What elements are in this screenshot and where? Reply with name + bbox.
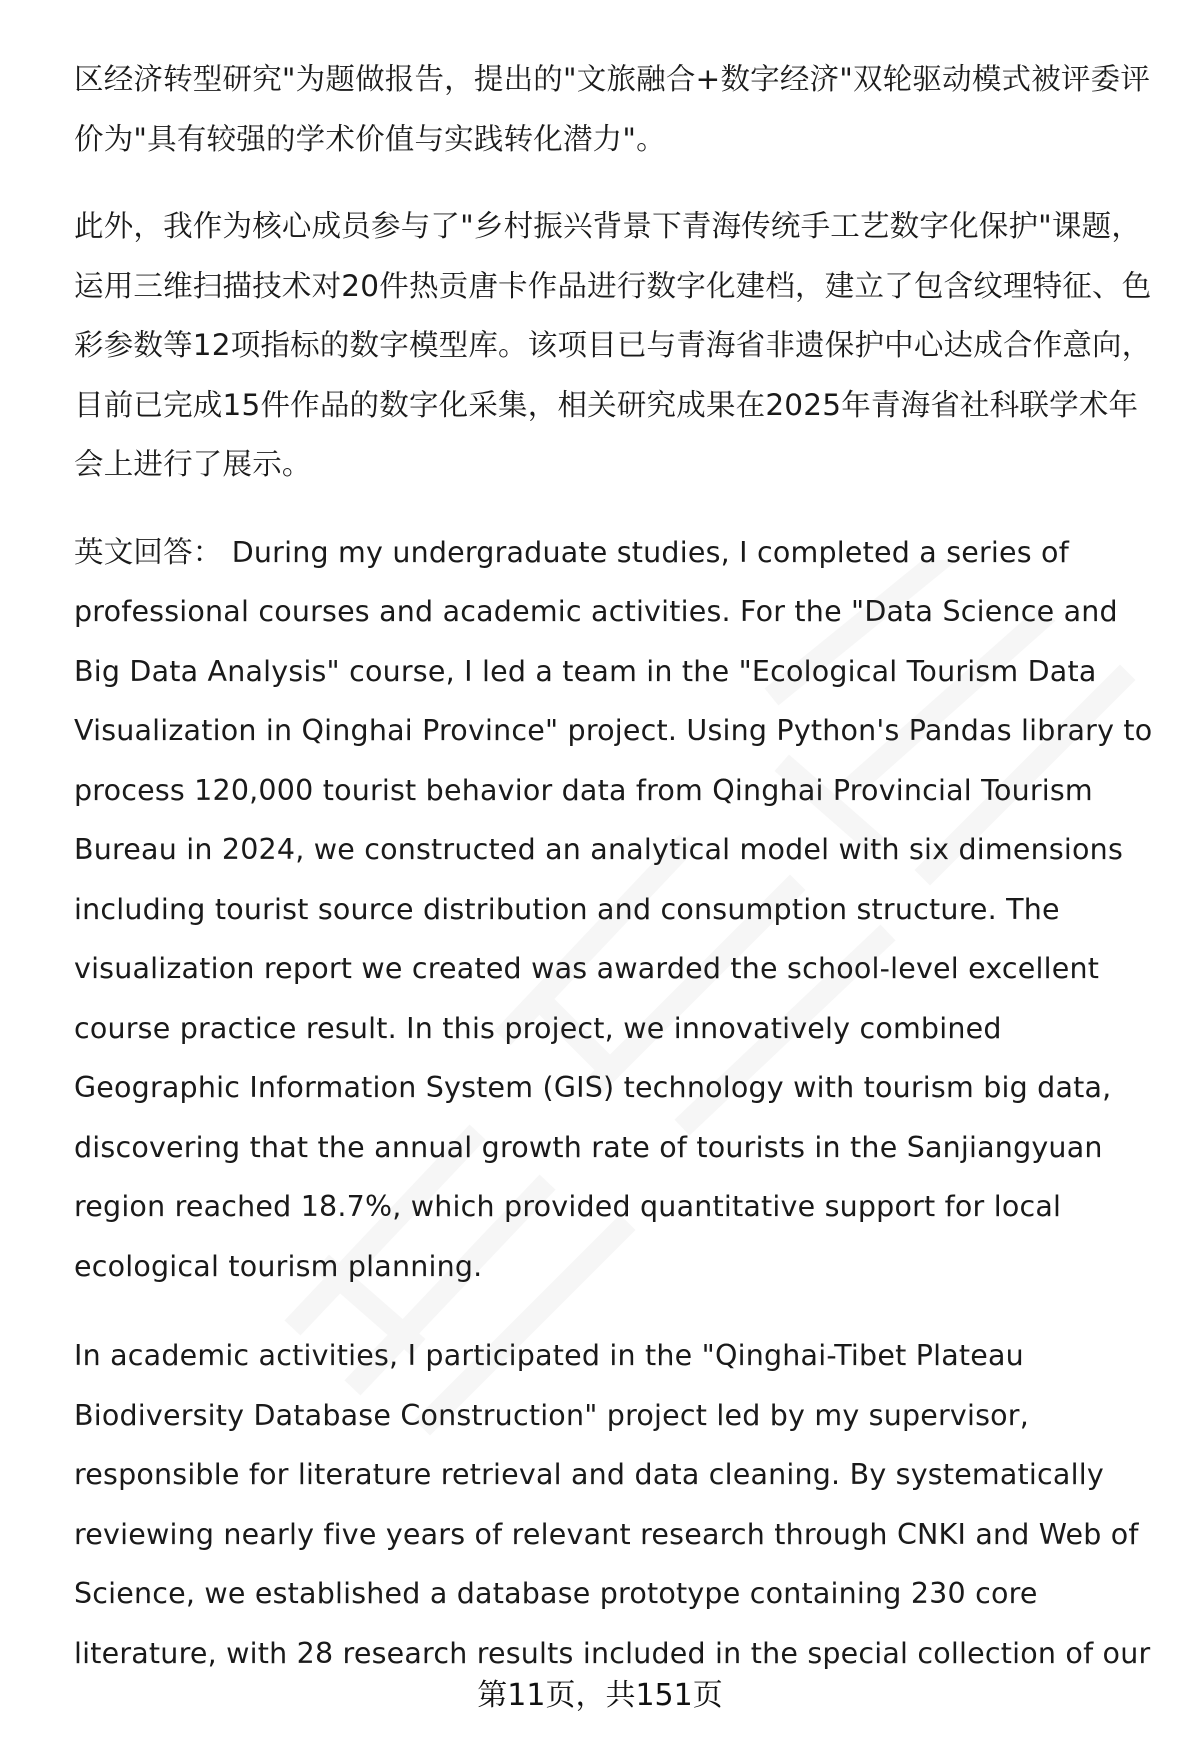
english-answer-label: 英文回答： bbox=[74, 534, 223, 569]
paragraph-cn-2: 此外，我作为核心成员参与了"乡村振兴背景下青海传统手工艺数字化保护"课题，运用三维扫描技术对20件热贡唐卡作品进行数字化建档，建立了包含纹理特征、色彩参数等12项指标的数字模型库。该项目已与青海省非遗保护中心达成合作意向，目前已完成15件作品的数字化采集，相关研究成果在2025年青海省社科联学术年会上进行了展示。 bbox=[74, 209, 1152, 481]
page-footer: 第11页，共151页 bbox=[477, 1678, 723, 1713]
paragraph-en-2: In academic activities, I participated in the "Qinghai-Tibet Plateau Biodiversity Database Construction" project led by my supervisor, responsible for literature retrieval and data cleaning. By systematically reviewing nearly five years of relevant research through CNKI and Web of Science, we established a database prototype containing 230 core literature, with 28 research results included in the special collection of our bbox=[74, 1339, 1151, 1670]
paragraph-en-1 bbox=[74, 523, 1154, 1297]
paragraph-cn-1: 区经济转型研究"为题做报告，提出的"文旅融合+数字经济"双轮驱动模式被评委评价为"具有较强的学术价值与实践转化潜力"。 bbox=[74, 62, 1151, 156]
document-page bbox=[74, 50, 1154, 1683]
paragraph-en-1-text: During my undergraduate studies, I completed a series of professional courses and academic activities. For the "Data Science and Big Data Analysis" course, I led a team in the "Ecological Tourism Data Visualization in Qinghai Province" project. Using Python's Pandas library to process 120,000 tourist behavior data from Qinghai Provincial Tourism Bureau in 2024, we constructed an analytical model with six dimensions including tourist source distribution and consumption structure. The visualization report we created was awarded the school-level excellent course practice result. In this project, we innovatively combined Geographic Information System (GIS) technology with tourism big data, discovering that the annual growth rate of tourists in the Sanjiangyuan region reached 18.7%, which provided quantitative support for local ecological tourism planning. bbox=[74, 535, 1153, 1283]
